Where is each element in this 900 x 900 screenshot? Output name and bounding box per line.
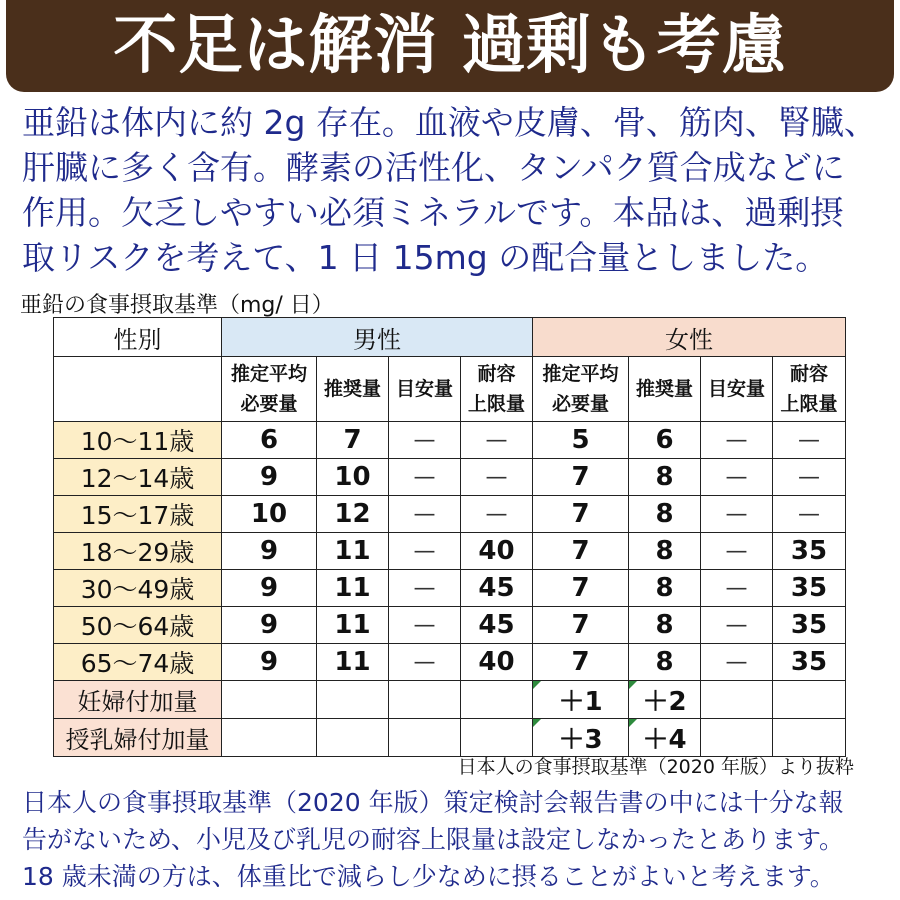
female-ul-cell bbox=[773, 681, 846, 719]
ai-header-male: 目安量 bbox=[389, 357, 461, 422]
male-rda-cell: 7 bbox=[317, 422, 389, 459]
male-ul-cell bbox=[461, 719, 533, 757]
gender-header: 性別 bbox=[54, 318, 222, 357]
male-ai-cell: — bbox=[389, 496, 461, 533]
intro-line: 作用。欠乏しやすい必須ミネラルです。本品は、過剰摂 bbox=[22, 193, 844, 232]
ul-label-line1: 耐容 bbox=[477, 363, 516, 385]
subheader-blank bbox=[54, 357, 222, 422]
banner-title: 不足は解消 過剰も考慮 bbox=[113, 9, 787, 83]
ear-header-female bbox=[533, 357, 629, 422]
male-ear-cell bbox=[222, 681, 317, 719]
female-ul-cell: — bbox=[773, 496, 846, 533]
female-ear-cell: 7 bbox=[533, 459, 629, 496]
male-ul-cell: 40 bbox=[461, 644, 533, 681]
male-ul-cell: 40 bbox=[461, 533, 533, 570]
age-group-cell: 15～17歳 bbox=[54, 496, 222, 533]
female-rda-cell: 8 bbox=[629, 570, 701, 607]
male-rda-cell bbox=[317, 681, 389, 719]
female-ai-cell: — bbox=[701, 533, 773, 570]
note-line: 告がないため、小児及び乳児の耐容上限量は設定しなかったとあります。 bbox=[22, 825, 845, 854]
female-ai-cell: — bbox=[701, 496, 773, 533]
male-rda-cell bbox=[317, 719, 389, 757]
ear-header-male bbox=[222, 357, 317, 422]
male-ai-cell: — bbox=[389, 570, 461, 607]
female-header: 女性 bbox=[533, 318, 846, 357]
ul-label-line1: 耐容 bbox=[789, 363, 828, 385]
note-line: 18 歳未満の方は、体重比で減らし少なめに摂ることがよいと考えます。 bbox=[22, 862, 835, 891]
female-ear-cell: ＋3 bbox=[533, 719, 629, 757]
female-ai-cell: — bbox=[701, 644, 773, 681]
female-ear-cell: 7 bbox=[533, 533, 629, 570]
ul-header-female bbox=[773, 357, 846, 422]
female-ear-cell: 7 bbox=[533, 570, 629, 607]
note-paragraph bbox=[22, 784, 882, 895]
ear-label-line2: 必要量 bbox=[240, 393, 298, 415]
intro-paragraph bbox=[22, 100, 882, 280]
female-rda-cell: 6 bbox=[629, 422, 701, 459]
female-rda-cell: ＋2 bbox=[629, 681, 701, 719]
female-rda-cell: 8 bbox=[629, 459, 701, 496]
rda-header-male: 推奨量 bbox=[317, 357, 389, 422]
ear-label-line1: 推定平均 bbox=[230, 363, 307, 385]
female-rda-cell: 8 bbox=[629, 533, 701, 570]
age-group-cell: 10～11歳 bbox=[54, 422, 222, 459]
male-rda-cell: 10 bbox=[317, 459, 389, 496]
table-row bbox=[54, 422, 846, 459]
male-ul-cell: — bbox=[461, 459, 533, 496]
female-ul-cell bbox=[773, 719, 846, 757]
intro-line: 肝臓に多く含有。酵素の活性化、タンパク質合成などに bbox=[22, 148, 845, 187]
male-ear-cell: 6 bbox=[222, 422, 317, 459]
intro-line: 取リスクを考えて、1 日 15mg の配合量としました。 bbox=[22, 238, 829, 277]
male-ear-cell: 9 bbox=[222, 533, 317, 570]
table-row bbox=[54, 681, 846, 719]
table-row bbox=[54, 496, 846, 533]
male-ai-cell bbox=[389, 719, 461, 757]
female-ear-cell: 7 bbox=[533, 607, 629, 644]
female-ul-cell: 35 bbox=[773, 570, 846, 607]
female-ul-cell: 35 bbox=[773, 533, 846, 570]
male-ai-cell: — bbox=[389, 459, 461, 496]
table-body bbox=[54, 422, 846, 757]
ai-header-female: 目安量 bbox=[701, 357, 773, 422]
female-rda-cell: 8 bbox=[629, 607, 701, 644]
intro-line: 亜鉛は体内に約 2g 存在。血液や皮膚、骨、筋肉、腎臓、 bbox=[22, 103, 877, 142]
male-rda-cell: 12 bbox=[317, 496, 389, 533]
male-ear-cell: 9 bbox=[222, 459, 317, 496]
table-row bbox=[54, 607, 846, 644]
male-ul-cell: — bbox=[461, 422, 533, 459]
female-ear-cell: ＋1 bbox=[533, 681, 629, 719]
ear-label-line1: 推定平均 bbox=[542, 363, 619, 385]
female-ul-cell: 35 bbox=[773, 644, 846, 681]
age-group-cell: 65～74歳 bbox=[54, 644, 222, 681]
male-ear-cell: 9 bbox=[222, 607, 317, 644]
note-line: 日本人の食事摂取基準（2020 年版）策定検討会報告書の中には十分な報 bbox=[22, 788, 844, 817]
table-row bbox=[54, 533, 846, 570]
age-group-cell: 50～64歳 bbox=[54, 607, 222, 644]
table-caption: 亜鉛の食事摂取基準（mg/ 日） bbox=[20, 293, 334, 318]
age-group-cell: 授乳婦付加量 bbox=[54, 719, 222, 757]
female-ear-cell: 5 bbox=[533, 422, 629, 459]
male-ai-cell: — bbox=[389, 422, 461, 459]
female-ai-cell: — bbox=[701, 459, 773, 496]
title-banner bbox=[6, 0, 894, 92]
female-rda-cell: 8 bbox=[629, 496, 701, 533]
age-group-cell: 妊婦付加量 bbox=[54, 681, 222, 719]
male-rda-cell: 11 bbox=[317, 644, 389, 681]
male-ai-cell bbox=[389, 681, 461, 719]
male-rda-cell: 11 bbox=[317, 533, 389, 570]
male-rda-cell: 11 bbox=[317, 607, 389, 644]
female-rda-cell: 8 bbox=[629, 644, 701, 681]
female-ai-cell bbox=[701, 681, 773, 719]
male-header: 男性 bbox=[222, 318, 533, 357]
male-ul-cell: 45 bbox=[461, 570, 533, 607]
female-ul-cell: — bbox=[773, 422, 846, 459]
female-ai-cell: — bbox=[701, 607, 773, 644]
ul-label-line2: 上限量 bbox=[780, 393, 838, 415]
male-ear-cell: 9 bbox=[222, 644, 317, 681]
rda-header-female: 推奨量 bbox=[629, 357, 701, 422]
male-ul-cell: — bbox=[461, 496, 533, 533]
ul-header-male bbox=[461, 357, 533, 422]
table-row bbox=[54, 644, 846, 681]
female-ai-cell: — bbox=[701, 422, 773, 459]
female-ul-cell: 35 bbox=[773, 607, 846, 644]
table-row bbox=[54, 570, 846, 607]
female-ear-cell: 7 bbox=[533, 496, 629, 533]
female-ai-cell: — bbox=[701, 570, 773, 607]
table-row bbox=[54, 459, 846, 496]
male-ear-cell: 10 bbox=[222, 496, 317, 533]
male-ear-cell bbox=[222, 719, 317, 757]
ul-label-line2: 上限量 bbox=[467, 393, 525, 415]
female-ear-cell: 7 bbox=[533, 644, 629, 681]
male-ul-cell bbox=[461, 681, 533, 719]
zinc-intake-table bbox=[53, 317, 846, 757]
age-group-cell: 12～14歳 bbox=[54, 459, 222, 496]
female-ul-cell: — bbox=[773, 459, 846, 496]
male-ul-cell: 45 bbox=[461, 607, 533, 644]
table-row bbox=[54, 719, 846, 757]
male-ai-cell: — bbox=[389, 607, 461, 644]
male-ai-cell: — bbox=[389, 644, 461, 681]
ear-label-line2: 必要量 bbox=[551, 393, 609, 415]
age-group-cell: 30～49歳 bbox=[54, 570, 222, 607]
male-ear-cell: 9 bbox=[222, 570, 317, 607]
table-source: 日本人の食事摂取基準（2020 年版）より抜粋 bbox=[457, 756, 854, 778]
female-rda-cell: ＋4 bbox=[629, 719, 701, 757]
age-group-cell: 18～29歳 bbox=[54, 533, 222, 570]
male-ai-cell: — bbox=[389, 533, 461, 570]
male-rda-cell: 11 bbox=[317, 570, 389, 607]
female-ai-cell bbox=[701, 719, 773, 757]
